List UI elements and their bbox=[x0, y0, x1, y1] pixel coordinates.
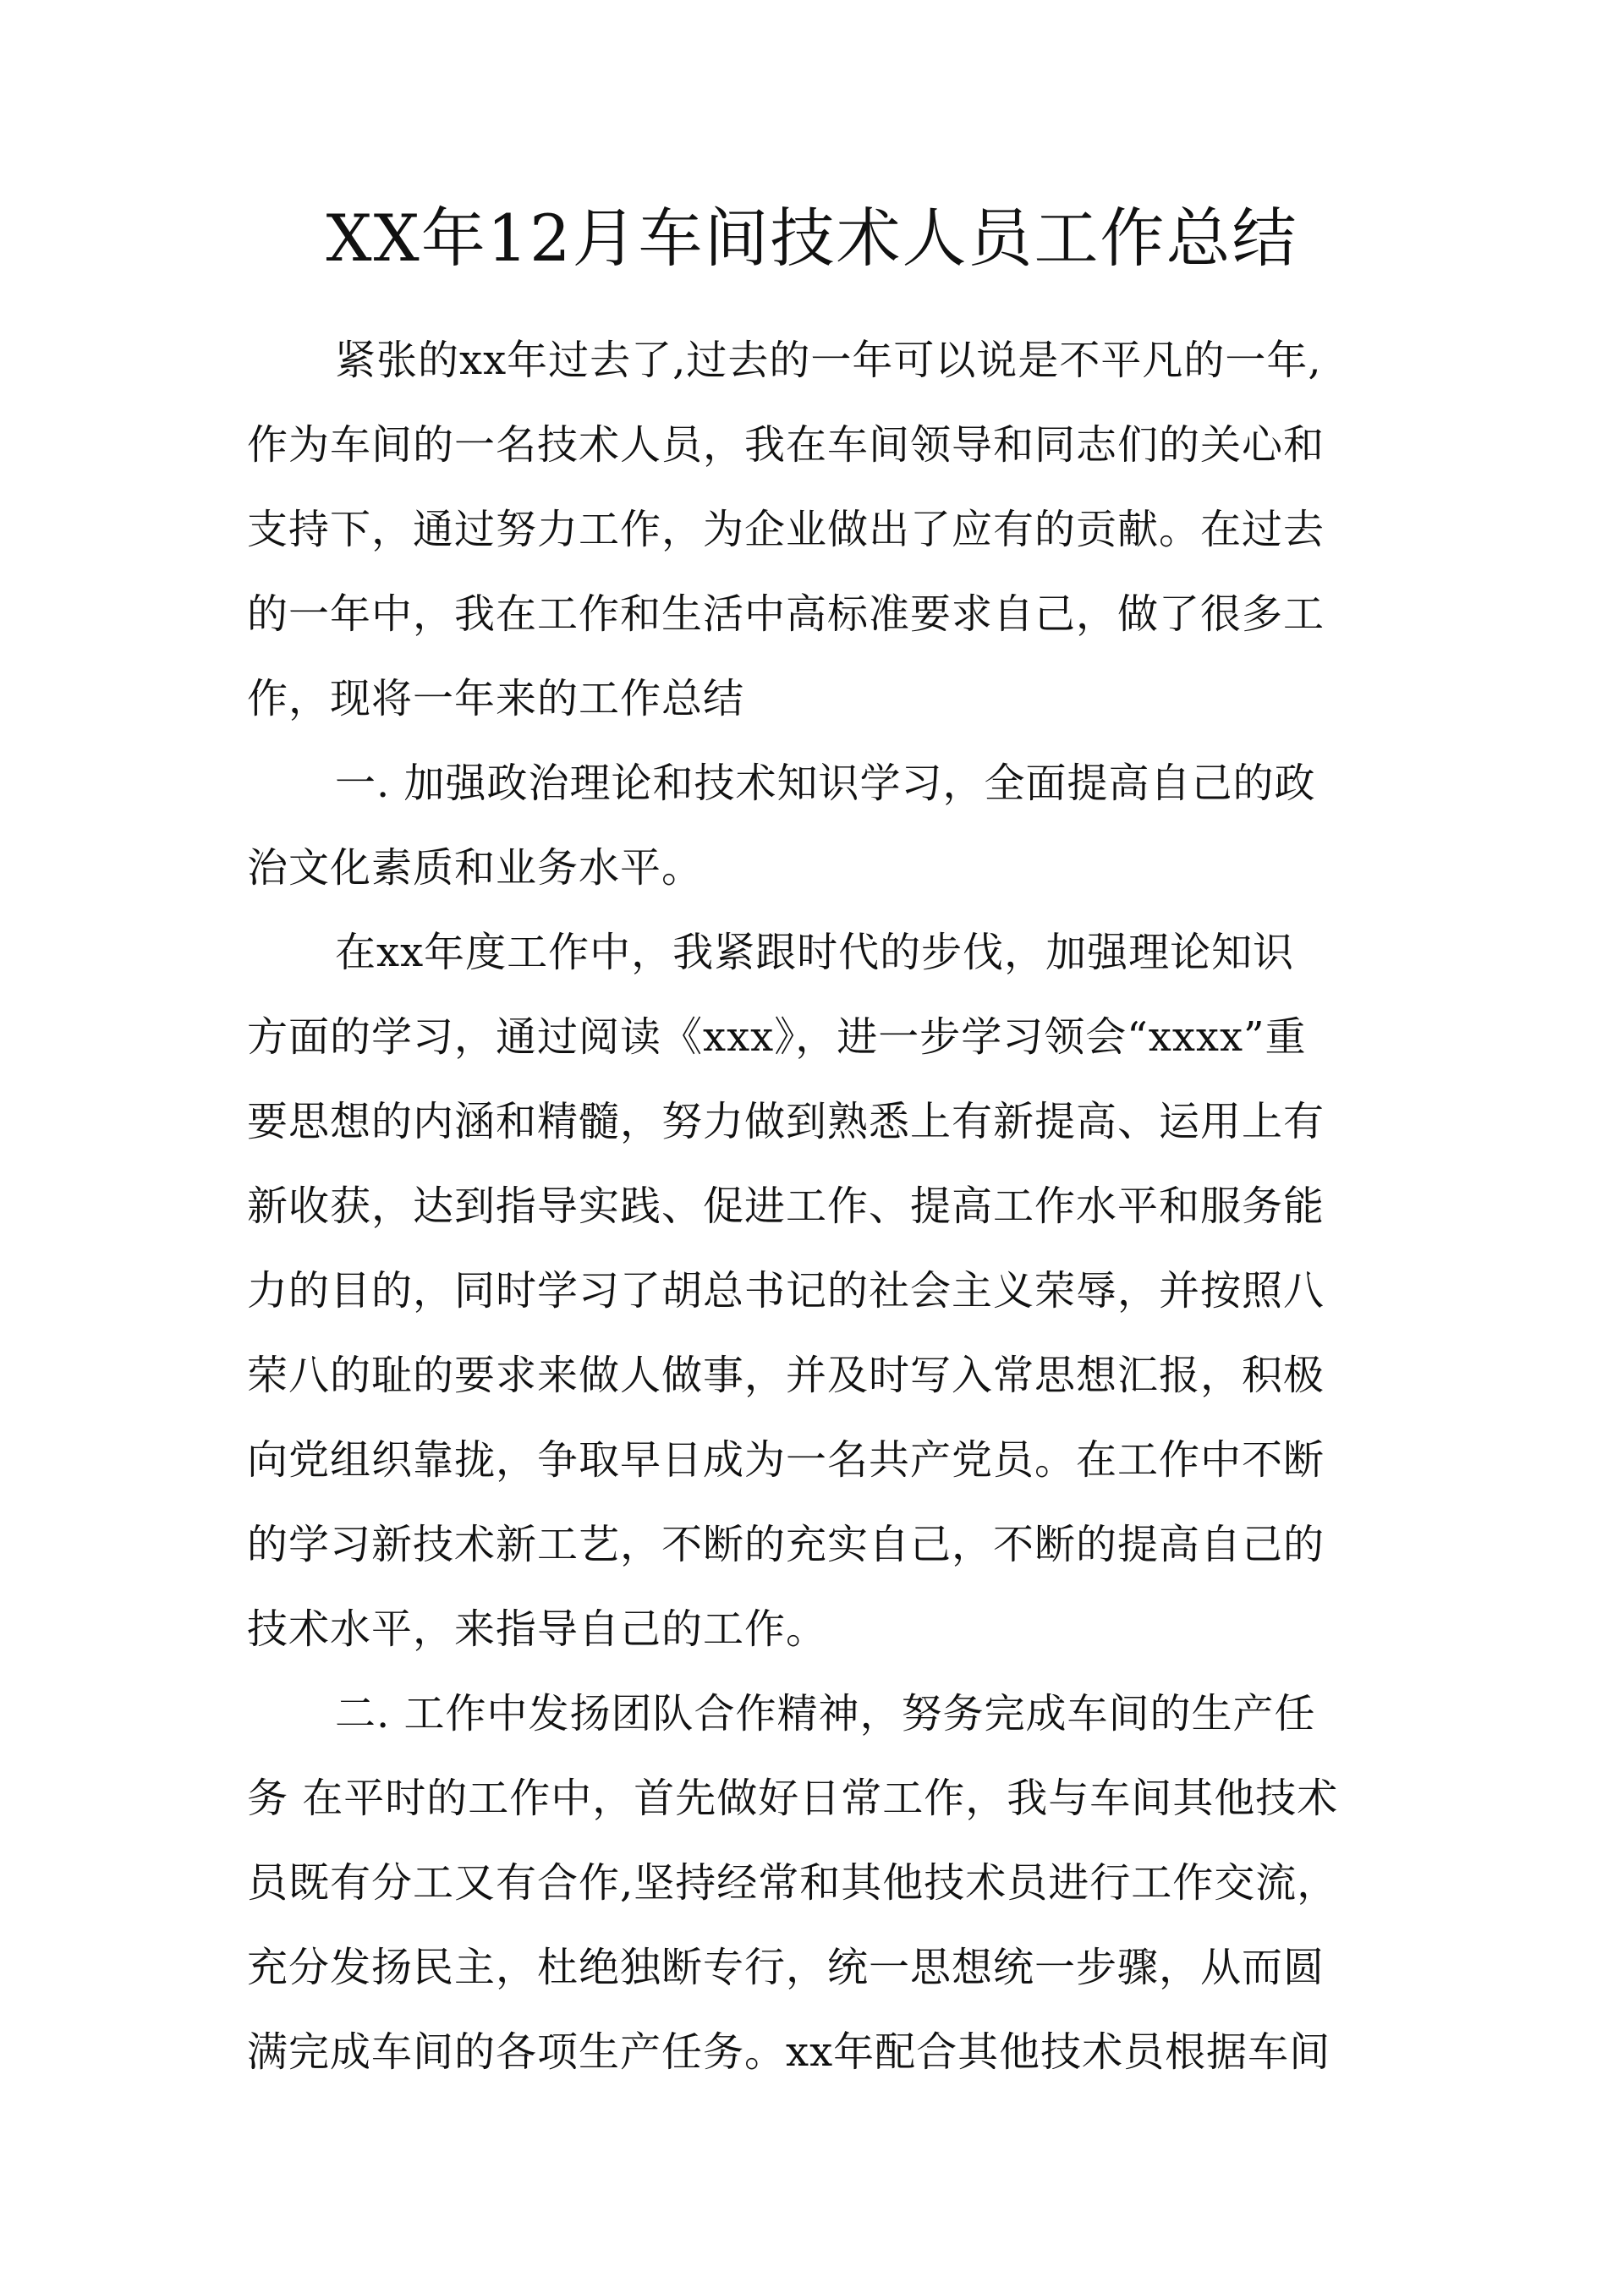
paragraph-line: 向党组织靠拢，争取早日成为一名共产党员。在工作中不断 bbox=[247, 1436, 1325, 1484]
paragraph-line: 作，现将一年来的工作总结 bbox=[247, 675, 745, 722]
paragraph-line: 荣八的耻的要求来做人做事，并及时写入常思想汇报，积极 bbox=[247, 1352, 1325, 1399]
section-heading-line: 治文化素质和业务水平。 bbox=[247, 844, 704, 892]
section-heading-line: 二. 工作中发扬团队合作精神，努务完成车间的生产任 bbox=[335, 1690, 1316, 1737]
paragraph-line: 的一年中，我在工作和生活中高标准要求自己，做了很多工 bbox=[247, 590, 1325, 638]
paragraph-line: 的学习新技术新工艺，不断的充实自己，不断的提高自己的 bbox=[247, 1521, 1325, 1568]
paragraph-line: 充分发扬民主，杜绝独断专行，统一思想统一步骤，从而圆 bbox=[247, 1944, 1325, 1991]
paragraph-line: 新收获，达到指导实践、促进工作、提高工作水平和服务能 bbox=[247, 1183, 1325, 1230]
paragraph-line: 务 在平时的工作中，首先做好日常工作，我与车间其他技术 bbox=[247, 1775, 1339, 1822]
paragraph-line: 支持下，通过努力工作，为企业做出了应有的贡献。在过去 bbox=[247, 506, 1325, 553]
paragraph-line: 方面的学习，通过阅读《xxx》，进一步学习领会“xxxx”重 bbox=[247, 1013, 1307, 1061]
paragraph-line: 要思想的内涵和精髓，努力做到熟悉上有新提高、运用上有 bbox=[247, 1098, 1325, 1145]
paragraph-line: 员既有分工又有合作,坚持经常和其他技术员进行工作交流， bbox=[247, 1859, 1339, 1907]
document-title: XX年12月车间技术人员工作总结 bbox=[326, 200, 1298, 276]
paragraph-line: 作为车间的一名技术人员，我在车间领导和同志们的关心和 bbox=[247, 421, 1325, 469]
paragraph-line: 满完成车间的各项生产任务。xx年配合其他技术员根据车间 bbox=[247, 2028, 1331, 2076]
paragraph-line: 技术水平，来指导自己的工作。 bbox=[247, 1605, 828, 1653]
paragraph-line: 力的目的，同时学习了胡总书记的社会主义荣辱，并按照八 bbox=[247, 1267, 1325, 1314]
section-heading-line: 一. 加强政治理论和技术知识学习，全面提高自己的政 bbox=[335, 760, 1316, 807]
paragraph-line: 在xx年度工作中，我紧跟时代的步伐，加强理论知识 bbox=[335, 929, 1295, 976]
paragraph-line: 紧张的xx年过去了,过去的一年可以说是不平凡的一年, bbox=[335, 337, 1322, 384]
